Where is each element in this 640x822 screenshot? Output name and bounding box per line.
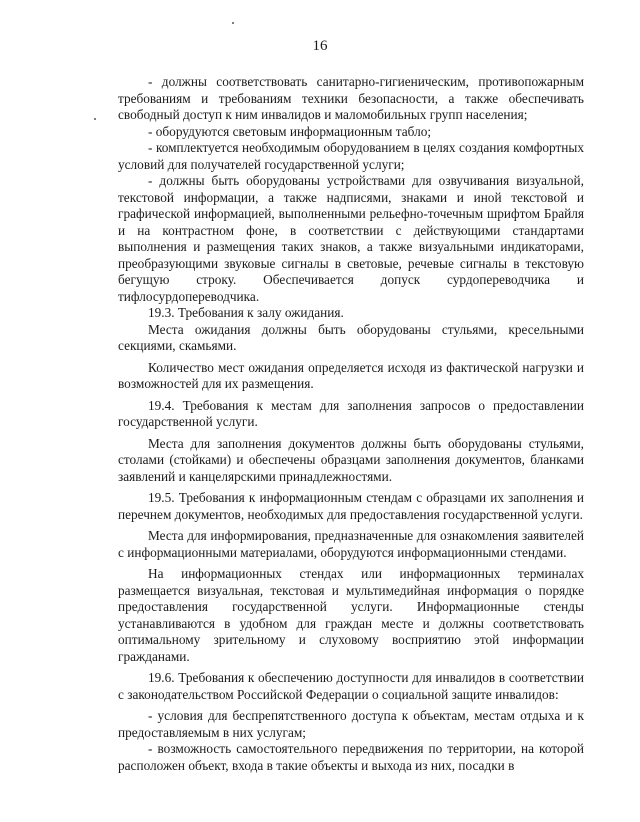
paragraph: - должны быть оборудованы устройствами для озвучивания визуальной, текстовой информации, а также надписями, знаками и иной текстовой и графической информацией, выполненными рельефно-точечным шрифтом Брайля и на контрастном фоне, в соответствии с действующими стандартами выполнения и размещения таких знаков, а также визуальными индикаторами, преобразующими звуковые сигналы в световые, речевые сигналы в текстовую бегущую строку. Обеспечивается допуск сурдопереводчика и тифлосурдопереводчика. <box>118 173 584 304</box>
paragraph: - оборудуются световым информационным табло; <box>148 123 432 139</box>
document-body <box>118 74 584 774</box>
section-heading: 19.4. Требования к местам для заполнения запросов о предоставлении государственной услуги. <box>118 397 584 429</box>
scan-speck <box>94 118 96 120</box>
paragraph: - должны соответствовать санитарно-гигиеническим, противопожарным требованиям и требованиям техники безопасности, а также обеспечивать свободный доступ к ним инвалидов и маломобильных групп населения; <box>118 74 584 122</box>
scan-speck <box>232 22 234 24</box>
section-heading: 19.5. Требования к информационным стендам с образцами их заполнения и перечнем документов, необходимых для предоставления государственной услуги. <box>118 490 584 522</box>
paragraph: Количество мест ожидания определяется исходя из фактической нагрузки и возможностей для их размещения. <box>118 359 584 391</box>
paragraph: На информационных стендах или информационных терминалах размещается визуальная, текстовая и мультимедийная информация о порядке предоставления государственной услуги. Информационные стенды устанавливаются в удобном для граждан месте и должны соответствовать оптимальному зрительному и слуховому восприятию этой информации гражданами. <box>118 566 584 664</box>
paragraph: Места для информирования, предназначенные для ознакомления заявителей с информационными материалами, оборудуются информационными стендами. <box>118 528 584 560</box>
section-heading: 19.6. Требования к обеспечению доступности для инвалидов в соответствии с законодательством Российской Федерации о социальной защите инвалидов: <box>118 670 584 702</box>
paragraph: - комплектуется необходимым оборудованием в целях создания комфортных условий для получателей государственной услуги; <box>118 140 584 172</box>
paragraph: Места ожидания должны быть оборудованы стульями, кресельными секциями, скамьями. <box>118 321 584 353</box>
page-number: 16 <box>312 38 328 54</box>
paragraph: - возможность самостоятельного передвижения по территории, на которой расположен объект, входа в такие объекты и выхода из них, посадки в <box>118 741 584 773</box>
section-heading: 19.3. Требования к залу ожидания. <box>148 305 344 320</box>
paragraph: Места для заполнения документов должны быть оборудованы стульями, столами (стойками) и обеспечены образцами заполнения документов, бланками заявлений и канцелярскими принадлежностями. <box>118 435 584 484</box>
paragraph: - условия для беспрепятственного доступа к объектам, местам отдыха и к предоставляемым в них услугам; <box>118 708 584 740</box>
